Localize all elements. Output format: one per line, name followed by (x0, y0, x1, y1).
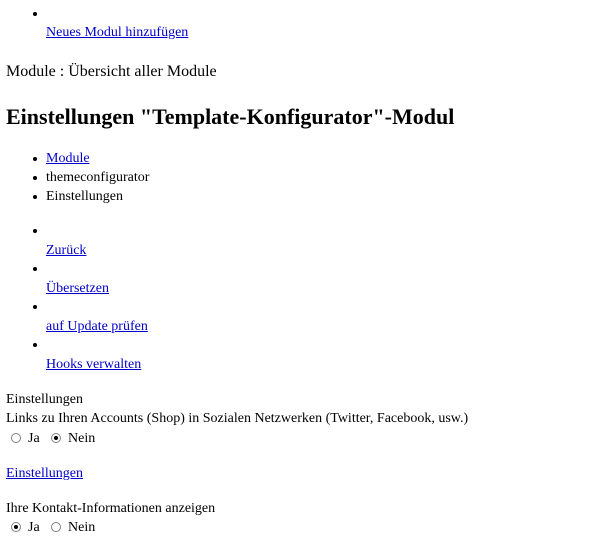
contact-info-label: Ihre Kontakt-Informationen anzeigen (6, 501, 216, 516)
social-links-label: Links zu Ihren Accounts (Shop) in Sozialen Netzwerken (Twitter, Facebook, usw.) (6, 411, 469, 426)
add-module-link[interactable]: Neues Modul hinzufügen (46, 25, 189, 40)
list-bullet (33, 305, 37, 309)
contact-no-label: Nein (68, 520, 96, 535)
contact-yes-radio[interactable] (11, 522, 21, 532)
breadcrumb-heading: Module : Übersicht aller Module (6, 63, 217, 80)
social-yes-label: Ja (28, 431, 40, 446)
contact-no-radio[interactable] (51, 522, 61, 532)
list-bullet (33, 195, 37, 199)
check-update-link[interactable]: auf Update prüfen (46, 319, 148, 334)
breadcrumb-item-settings: Einstellungen (46, 189, 123, 204)
list-bullet (33, 343, 37, 347)
list-bullet (33, 12, 37, 16)
breadcrumb-item-themeconfigurator: themeconfigurator (46, 170, 150, 185)
translate-link[interactable]: Übersetzen (46, 281, 109, 296)
social-no-radio[interactable] (51, 433, 61, 443)
breadcrumb-item-modules[interactable]: Module (46, 151, 90, 166)
settings-section-label: Einstellungen (6, 392, 83, 407)
contact-yes-label: Ja (28, 520, 40, 535)
social-no-label: Nein (68, 431, 96, 446)
list-bullet (33, 176, 37, 180)
list-bullet (33, 229, 37, 233)
settings-link[interactable]: Einstellungen (6, 466, 83, 481)
page-title: Einstellungen "Template-Konfigurator"-Modul (6, 104, 455, 129)
list-bullet (33, 267, 37, 271)
back-link[interactable]: Zurück (46, 243, 87, 258)
list-bullet (33, 157, 37, 161)
manage-hooks-link[interactable]: Hooks verwalten (46, 357, 142, 372)
social-yes-radio[interactable] (11, 433, 21, 443)
